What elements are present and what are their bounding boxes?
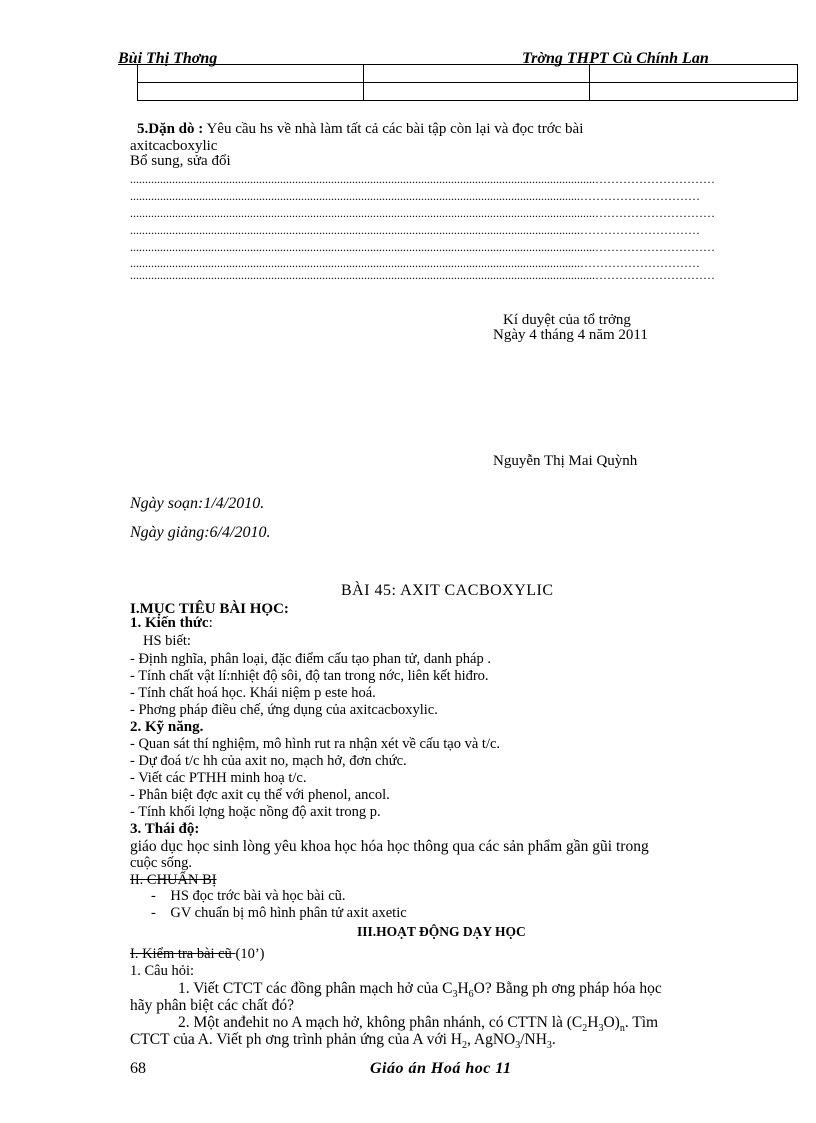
q2-text: CTCT của A. Viết ph ơng trình phản ứng của A với H — [130, 1031, 462, 1048]
attitude-text-2: cuộc sống. — [130, 855, 193, 871]
supplement-label: Bổ sung, sửa đổi — [130, 153, 231, 169]
q2-text: O) — [603, 1014, 620, 1031]
activities-heading: III.HOẠT ĐỘNG DẠY HỌC — [357, 924, 526, 939]
q1-sub: 3 — [452, 989, 458, 1001]
questions-label: 1. Câu hỏi: — [130, 963, 195, 979]
knowledge-item: - Tính chất vật lí:nhiệt độ sôi, độ tan trong nớc, liên kết hiđro. — [130, 668, 489, 684]
top-table — [137, 64, 798, 101]
q1-text: H — [457, 980, 469, 997]
hs-know: HS biết: — [143, 633, 191, 649]
approval-date: Ngày 4 tháng 4 năm 2011 — [493, 327, 648, 343]
q2-text: /NH — [520, 1031, 547, 1048]
approval-label: Kí duyệt của tổ trởng — [503, 312, 631, 328]
dot-line: ...........................................................................................................................................................………………………… — [130, 206, 715, 220]
lesson-title: BÀI 45: AXIT CACBOXYLIC — [341, 582, 554, 599]
footer-book-title: Giáo án Hoá hoc 11 — [370, 1060, 512, 1077]
q2-sub: n — [619, 1023, 625, 1035]
date-prepared: Ngày soạn:1/4/2010. — [130, 495, 265, 512]
date-taught: Ngày giảng:6/4/2010. — [130, 524, 271, 541]
q2-sub: 2 — [461, 1040, 467, 1052]
dot-line: ...........................................................................................................................................................………………………… — [130, 172, 715, 186]
q2-sub: 3 — [515, 1040, 521, 1052]
q1-text: O? Bằng ph ơng pháp hóa học — [473, 980, 662, 997]
check-heading-line — [130, 946, 265, 963]
skill-item: - Dự đoá t/c hh của axit no, mạch hở, đơn chức. — [130, 753, 407, 769]
q1-sub: 6 — [468, 989, 474, 1001]
homework-text-2: axitcacboxylic — [130, 138, 218, 154]
question-1-line2: hãy phân biệt các chất đó? — [130, 997, 294, 1014]
knowledge-item: - Định nghĩa, phân loại, đặc điểm cấu tạo phan tử, danh pháp . — [130, 651, 491, 667]
q2-sub: 3 — [598, 1023, 604, 1035]
q2-text: H — [587, 1014, 599, 1031]
q2-text: 2. Một anđehit no A mạch hở, không phân nhánh, có CTTN là (C — [178, 1014, 583, 1031]
header-author: Bùi Thị Thơng — [118, 50, 218, 67]
q2-text: , AgNO — [466, 1031, 516, 1048]
q2-text: . Tìm — [624, 1014, 659, 1031]
table-row — [138, 83, 798, 101]
homework-heading: 5.Dặn dò : — [137, 121, 204, 137]
approval-name: Nguyễn Thị Mai Quỳnh — [493, 453, 638, 469]
knowledge-item: - Tính chất hoá học. Khái niệm p este hoá. — [130, 685, 376, 701]
dot-line: ......................................................................................................................................................………………………… — [130, 189, 700, 203]
question-2-line2 — [130, 1031, 556, 1054]
prep-item-text: GV chuẩn bị mô hình phân tử axit axetic — [170, 905, 407, 921]
dot-line: ......................................................................................................................................................………………………… — [130, 223, 700, 237]
knowledge-colon: : — [208, 615, 213, 631]
q2-text: . — [551, 1031, 556, 1048]
prep-item-text: HS đọc trớc bài và học bài cũ. — [170, 888, 346, 904]
prep-heading: II. CHUẨN BỊ — [130, 872, 217, 888]
dot-line: ......................................................................................................................................................………………………… — [130, 256, 700, 270]
homework-line — [137, 121, 583, 138]
skill-item: - Phân biệt đợc axit cụ thể với phenol, ancol. — [130, 787, 390, 803]
objectives-heading: I.MỤC TIÊU BÀI HỌC: — [130, 601, 289, 617]
check-time: (10’) — [235, 946, 265, 962]
attitude-text: giáo dục học sinh lòng yêu khoa học hóa học thông qua các sản phẩm gần gũi trong — [130, 838, 649, 855]
page-number: 68 — [130, 1060, 146, 1077]
dot-line: ...........................................................................................................................................................………………………… — [130, 240, 715, 254]
skill-item: - Tính khối lợng hoặc nồng độ axit trong p. — [130, 804, 381, 820]
check-heading: I. Kiểm tra bài cũ — [130, 946, 236, 962]
q1-text: 1. Viết CTCT các đồng phân mạch hở của C — [178, 980, 453, 997]
homework-text: Yêu cầu hs về nhà làm tất cả các bài tập còn lại và đọc trớc bài — [203, 121, 584, 137]
table-row — [138, 65, 798, 83]
q2-sub: 2 — [582, 1023, 588, 1035]
knowledge-heading — [130, 616, 213, 631]
attitude-heading: 3. Thái độ: — [130, 821, 200, 837]
knowledge-heading-text: 1. Kiến thức — [130, 615, 209, 631]
prep-item: - HS đọc trớc bài và học bài cũ. — [151, 888, 346, 904]
skill-item: - Quan sát thí nghiệm, mô hình rut ra nhận xét về cấu tạo và t/c. — [130, 736, 501, 752]
skills-heading: 2. Kỹ năng. — [130, 719, 204, 735]
header-school: Trờng THPT Cù Chính Lan — [522, 50, 709, 67]
skill-item: - Viết các PTHH minh hoạ t/c. — [130, 770, 307, 786]
q2-sub: 3 — [546, 1040, 552, 1052]
dot-line: ...........................................................................................................................................................………………………… — [130, 268, 715, 282]
prep-item: - GV chuẩn bị mô hình phân tử axit axetic — [151, 905, 407, 921]
knowledge-item: - Phơng pháp điều chế, ứng dụng của axitcacboxylic. — [130, 702, 438, 718]
